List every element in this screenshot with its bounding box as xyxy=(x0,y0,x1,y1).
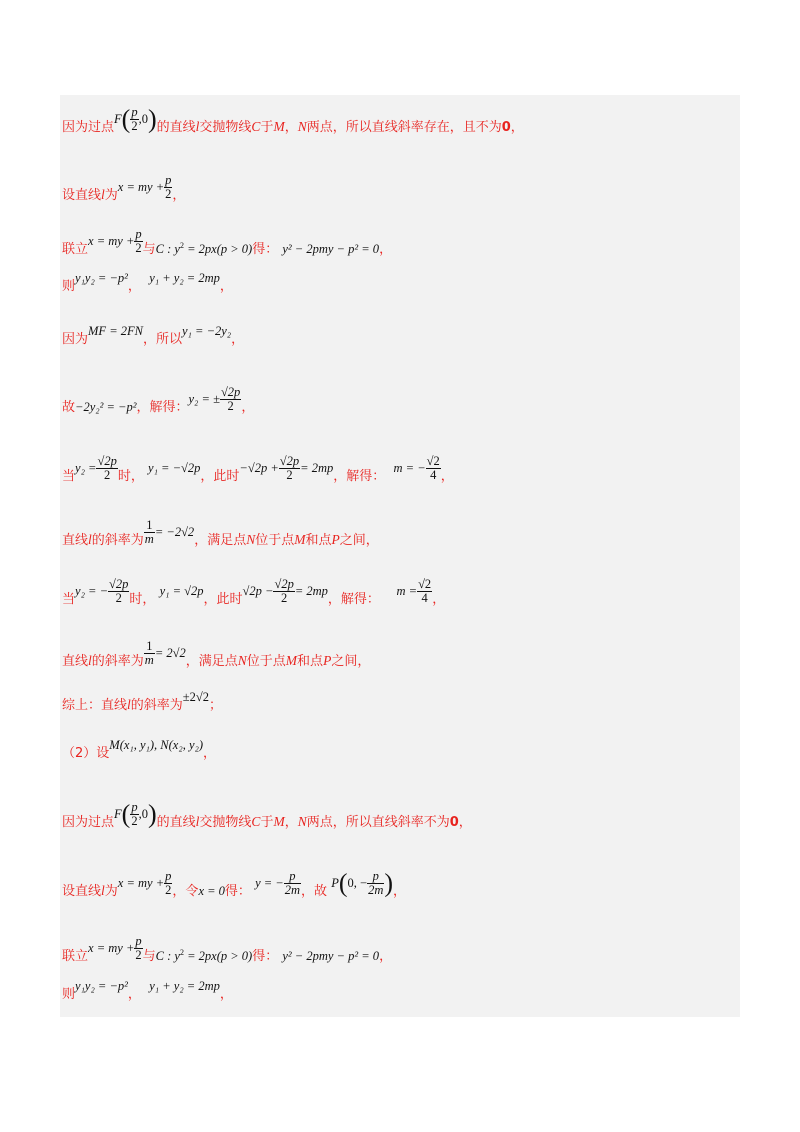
text: ； xyxy=(209,698,223,713)
point-M: M xyxy=(273,119,285,135)
line-equation: x = my + xyxy=(88,234,135,249)
text: 位于点 xyxy=(255,533,295,549)
fraction: $\frac{√2}{4}$ xyxy=(426,454,440,483)
text: ， xyxy=(284,120,298,136)
line-l: l xyxy=(195,814,200,830)
point-F: F xyxy=(114,807,122,822)
text: ， xyxy=(379,242,393,258)
parabola-equation: C : $y^2 = 2px(p > 0)$ xyxy=(155,948,253,964)
line-14: 设直线l为x = my + $\frac{p}{2}$ ，令x = 0得： y = − $\frac{p}{2m}$ ，故 P(0, − $\frac{p}{2m}$ )， xyxy=(62,868,407,900)
line-l: l xyxy=(88,532,92,548)
text: ， xyxy=(172,188,186,204)
line-3 xyxy=(62,227,393,263)
text: 则 xyxy=(62,279,76,294)
line-2 xyxy=(62,173,186,209)
text: 直线 xyxy=(62,533,89,549)
text: ， xyxy=(127,987,141,1002)
point-N: N xyxy=(237,653,247,669)
text: 时， xyxy=(129,592,156,608)
text: 的斜率为 xyxy=(91,533,144,549)
text: 当 xyxy=(62,592,76,608)
solution: y₂ = ± xyxy=(188,392,220,407)
text: 为 xyxy=(104,188,118,204)
y-intercept: y = − xyxy=(255,876,284,891)
y1-value: y₁ = √2p xyxy=(159,584,204,599)
text: ，所以 xyxy=(142,332,182,347)
equation: −√2p + xyxy=(239,461,279,476)
text: ，解得： xyxy=(333,469,386,485)
point-P: P xyxy=(331,532,340,548)
product-relation: y₁y₂ = −p² xyxy=(75,271,128,285)
text: ，此时 xyxy=(203,592,243,608)
fraction: $\frac{√2p}{2}$ xyxy=(109,577,129,606)
line-15 xyxy=(62,934,393,970)
point-M: M xyxy=(285,653,298,669)
text: 和点 xyxy=(297,654,324,670)
slope-value: = −2√2 xyxy=(154,525,195,540)
quadratic: y² − 2pmy − p² = 0 xyxy=(282,242,380,257)
m-value: m = xyxy=(396,584,418,599)
fraction: $\frac{√2p}{2}$ xyxy=(97,454,117,483)
text: ， xyxy=(393,884,407,900)
line-equation: x = my + xyxy=(117,876,165,891)
fraction: $\frac{√2p}{2}$ xyxy=(274,577,294,606)
text: 之间， xyxy=(339,533,379,549)
text: 和点 xyxy=(305,533,332,549)
text: 的斜率为 xyxy=(91,654,144,670)
text: 联立 xyxy=(62,242,89,258)
text: ，解得： xyxy=(136,400,189,416)
fraction: $\frac{√2p}{2}$ xyxy=(220,385,241,414)
equation: √2p − xyxy=(242,584,274,599)
line-10 xyxy=(62,639,371,675)
text: ， xyxy=(219,987,233,1002)
y1-relation: y₁ = −2y₂ xyxy=(182,324,232,338)
text: 之间， xyxy=(331,654,371,670)
line-7: 当y₂ = $\frac{√2p}{2}$ 时， y₁ = −√2p，此时−√2p + $\frac{√2p}{2}$ = 2mp，解得： m = − $\frac{√2}{4}$ ， xyxy=(62,454,454,485)
fraction: $\frac{p}{2}$ xyxy=(135,227,142,256)
point-F: F xyxy=(114,112,122,127)
text: 与 xyxy=(142,949,156,965)
text: 的直线 xyxy=(156,120,196,136)
line-12 xyxy=(62,738,217,761)
text: ， xyxy=(219,279,233,294)
line-l: l xyxy=(101,187,105,203)
parabola-equation: C : $y^2 = 2px(p > 0)$ xyxy=(155,241,253,257)
vector-relation: MF = 2FN xyxy=(88,324,143,338)
quadratic: y² − 2pmy − p² = 0 xyxy=(282,949,380,964)
text: （2）设 xyxy=(62,746,110,761)
text: ， xyxy=(241,400,255,416)
product-relation: y₁y₂ = −p² xyxy=(75,979,128,993)
text: 交抛物线 xyxy=(199,815,252,831)
text: ，解得： xyxy=(327,592,380,608)
m-value: m = − xyxy=(393,461,426,476)
text: 的直线 xyxy=(156,815,196,831)
text: 得： xyxy=(252,949,279,965)
text: 于 xyxy=(260,120,274,136)
line-6 xyxy=(62,385,255,421)
text: 设直线 xyxy=(62,884,102,900)
line-l: l xyxy=(101,883,105,899)
text: ，满足点 xyxy=(194,533,247,549)
fraction: $\frac{p}{2}$ xyxy=(131,105,138,134)
text: ， xyxy=(379,949,393,965)
line-5 xyxy=(62,324,245,347)
slope-answer: ±2√2 xyxy=(182,690,210,704)
text: 得： xyxy=(224,884,251,900)
point-N: N xyxy=(246,532,256,548)
point-definitions: M(x₁, y₁), N(x₂, y₂) xyxy=(109,738,204,752)
text: 的斜率为 xyxy=(130,698,183,713)
text: 故 xyxy=(62,400,76,416)
sum-relation: y₁ + y₂ = 2mp xyxy=(149,979,220,993)
text: 设直线 xyxy=(62,188,102,204)
parabola-C: C xyxy=(251,814,261,830)
line-equation: x = my + xyxy=(88,941,135,956)
text: 直线 xyxy=(62,654,89,670)
fraction: $\frac{p}{2}$ xyxy=(135,934,142,963)
zero: 0 xyxy=(501,120,511,136)
line-4 xyxy=(62,271,233,294)
text: ， xyxy=(440,469,454,485)
text: 联立 xyxy=(62,949,89,965)
fraction: $\frac{p}{2m}$ xyxy=(368,869,384,898)
line-l: l xyxy=(127,697,131,712)
point-N: N xyxy=(297,814,307,830)
text: 当 xyxy=(62,469,76,485)
point-M: M xyxy=(294,532,306,548)
text: 得： xyxy=(252,242,279,258)
fraction: $\frac{p}{2}$ xyxy=(165,869,172,898)
x-zero: x = 0 xyxy=(198,884,225,899)
fraction: $\frac{p}{2m}$ xyxy=(284,869,301,898)
text: 因为 xyxy=(62,332,89,347)
line-13: 因为过点F( $\frac{p}{2}$ ,0)的直线l交抛物线C于M，N两点，所以直线斜率不为0， xyxy=(62,799,472,831)
point-P: P xyxy=(331,876,339,891)
text: 两点，所以直线斜率存在，且不为 xyxy=(306,120,502,136)
line-16 xyxy=(62,979,233,1002)
coordinate: 0, − xyxy=(347,876,368,891)
text: 位于点 xyxy=(246,654,286,670)
fraction: $\frac{p}{2}$ xyxy=(131,800,138,829)
line-1: 因为过点F( $\frac{p}{2}$ ,0)的直线l交抛物线C于M，N两点，所以直线斜率存在，且不为0， xyxy=(62,104,524,136)
point-M: M xyxy=(273,814,285,830)
point-P: P xyxy=(323,653,332,669)
coordinate: ,0 xyxy=(138,807,148,822)
equation: −2y₂² = −p² xyxy=(75,400,137,415)
text: 两点，所以直线斜率不为 xyxy=(306,815,450,831)
text: 为 xyxy=(104,884,118,900)
text: ， xyxy=(284,815,298,831)
text: ， xyxy=(203,746,217,761)
line-l: l xyxy=(195,119,200,135)
condition: y₂ = xyxy=(75,461,97,476)
fraction: $\frac{√2}{4}$ xyxy=(418,577,432,606)
condition: y₂ = − xyxy=(75,584,109,599)
text: ， xyxy=(127,279,141,294)
line-equation: x = my + xyxy=(117,180,165,195)
line-8 xyxy=(62,518,379,554)
text: 时， xyxy=(117,469,144,485)
line-l: l xyxy=(88,653,92,669)
line-9: 当y₂ = − $\frac{√2p}{2}$ 时， y₁ = √2p，此时√2p − $\frac{√2p}{2}$ = 2mp，解得： m = $\frac{√2}{4}$ ， xyxy=(62,577,446,608)
text: 交抛物线 xyxy=(199,120,252,136)
text: 因为过点 xyxy=(62,815,115,831)
parabola-C: C xyxy=(251,119,261,135)
sum-relation: y₁ + y₂ = 2mp xyxy=(149,271,220,285)
slope-value: = 2√2 xyxy=(154,646,186,661)
text: 与 xyxy=(142,242,156,258)
y1-value: y₁ = −√2p xyxy=(148,461,201,476)
coordinate: ,0 xyxy=(138,112,148,127)
text: ，故 xyxy=(301,884,328,900)
fraction: $\frac{1}{m}$ xyxy=(144,518,154,547)
text: ，此时 xyxy=(200,469,240,485)
text: ， xyxy=(432,592,446,608)
zero: 0 xyxy=(449,815,459,831)
text: ， xyxy=(510,120,524,136)
fraction: $\frac{√2p}{2}$ xyxy=(279,454,300,483)
fraction: $\frac{p}{2}$ xyxy=(165,173,172,202)
text: 于 xyxy=(260,815,274,831)
text: ， xyxy=(458,815,472,831)
fraction: $\frac{1}{m}$ xyxy=(144,639,154,668)
text: ，令 xyxy=(172,884,199,900)
point-N: N xyxy=(297,119,307,135)
text: ， xyxy=(231,332,245,347)
line-11 xyxy=(62,690,223,713)
text: 因为过点 xyxy=(62,120,115,136)
text: ，满足点 xyxy=(185,654,238,670)
text: 则 xyxy=(62,987,76,1002)
text: 综上：直线 xyxy=(62,698,128,713)
